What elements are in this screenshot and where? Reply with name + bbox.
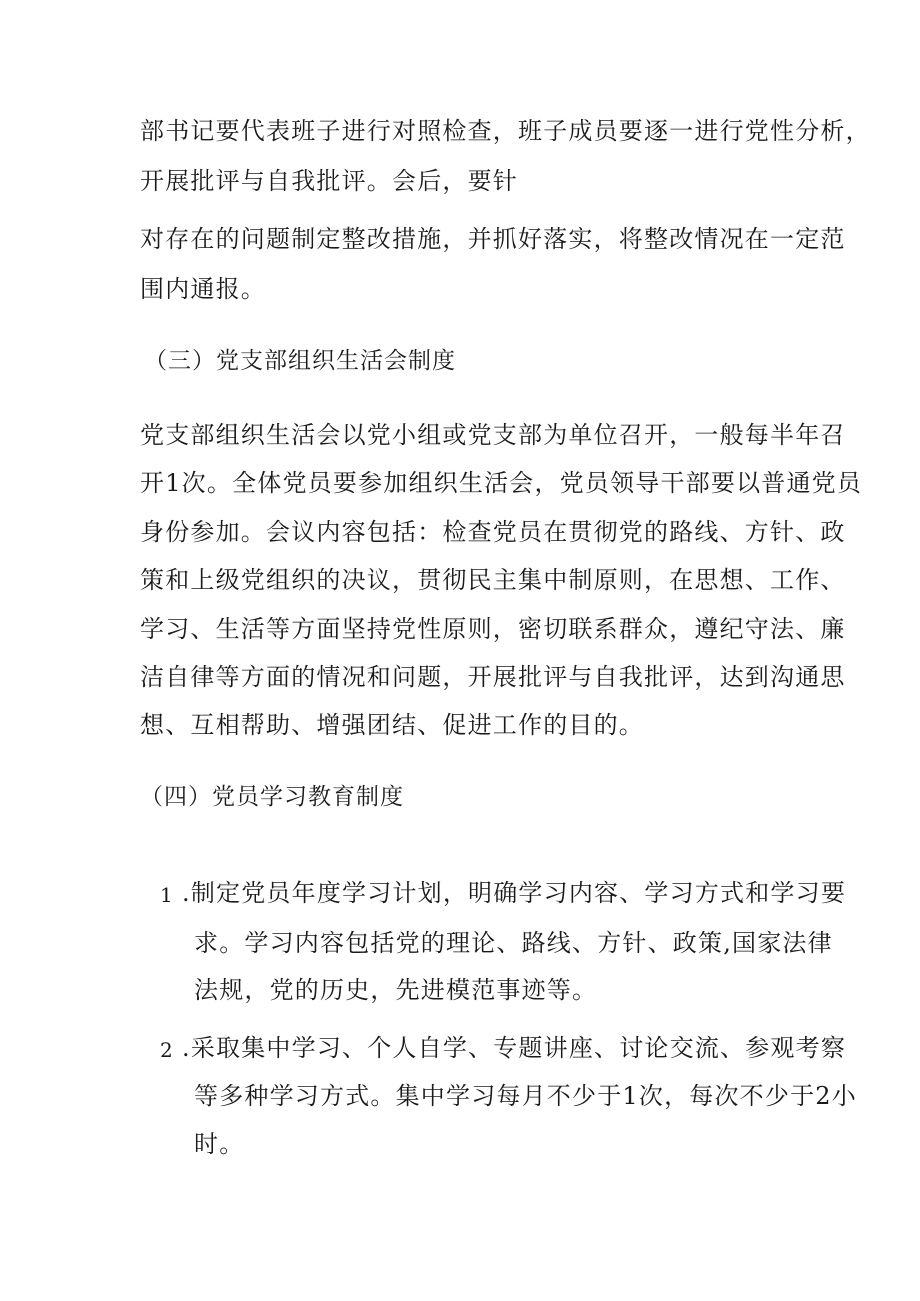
list-item-line: 等多种学习方式。集中学习每月不少于1次，每次不少于2小 [194, 1082, 857, 1110]
paragraph-line: 学习、生活等方面坚持党性原则，密切联系群众，遵纪守法、廉 [140, 615, 846, 643]
paragraph-line: 策和上级党组织的决议，贯彻民主集中制原则，在思想、工作、 [140, 566, 846, 594]
list-item-line: 求。学习内容包括党的理论、路线、方针、政策,国家法律 [194, 929, 833, 957]
list-item-line: .采取集中学习、个人自学、专题讲座、讨论交流、参观考察 [182, 1034, 847, 1062]
paragraph-line: 想、互相帮助、增强团结、促进工作的目的。 [140, 711, 644, 739]
section-heading-3: （三）党支部组织生活会制度 [144, 348, 456, 374]
list-item-line: 法规，党的历史，先进模范事迹等。 [194, 976, 598, 1004]
paragraph-line: 开展批评与自我批评。会后，要针 [140, 167, 518, 195]
paragraph-line: 开1次。全体党员要参加组织生活会，党员领导干部要以普通党员 [140, 469, 863, 497]
list-item-line: .制定党员年度学习计划，明确学习内容、学习方式和学习要 [182, 879, 847, 907]
paragraph-line: 身份参加。会议内容包括：检查党员在贯彻党的路线、方针、政 [140, 518, 846, 546]
list-item-number: 2 [160, 1038, 173, 1062]
paragraph-line: 对存在的问题制定整改措施，并抓好落实，将整改情况在一定范 [140, 225, 846, 253]
section-heading-4: （四）党员学习教育制度 [140, 784, 404, 810]
paragraph-line: 部书记要代表班子进行对照检查，班子成员要逐一进行党性分析， [140, 117, 871, 145]
list-item-number: 1 [160, 883, 173, 907]
paragraph-line: 洁自律等方面的情况和问题，开展批评与自我批评，达到沟通思 [140, 663, 846, 691]
paragraph-line: 党支部组织生活会以党小组或党支部为单位召开，一般每半年召 [140, 421, 846, 449]
list-item-line: 时。 [194, 1130, 245, 1158]
paragraph-line: 围内通报。 [140, 275, 266, 303]
